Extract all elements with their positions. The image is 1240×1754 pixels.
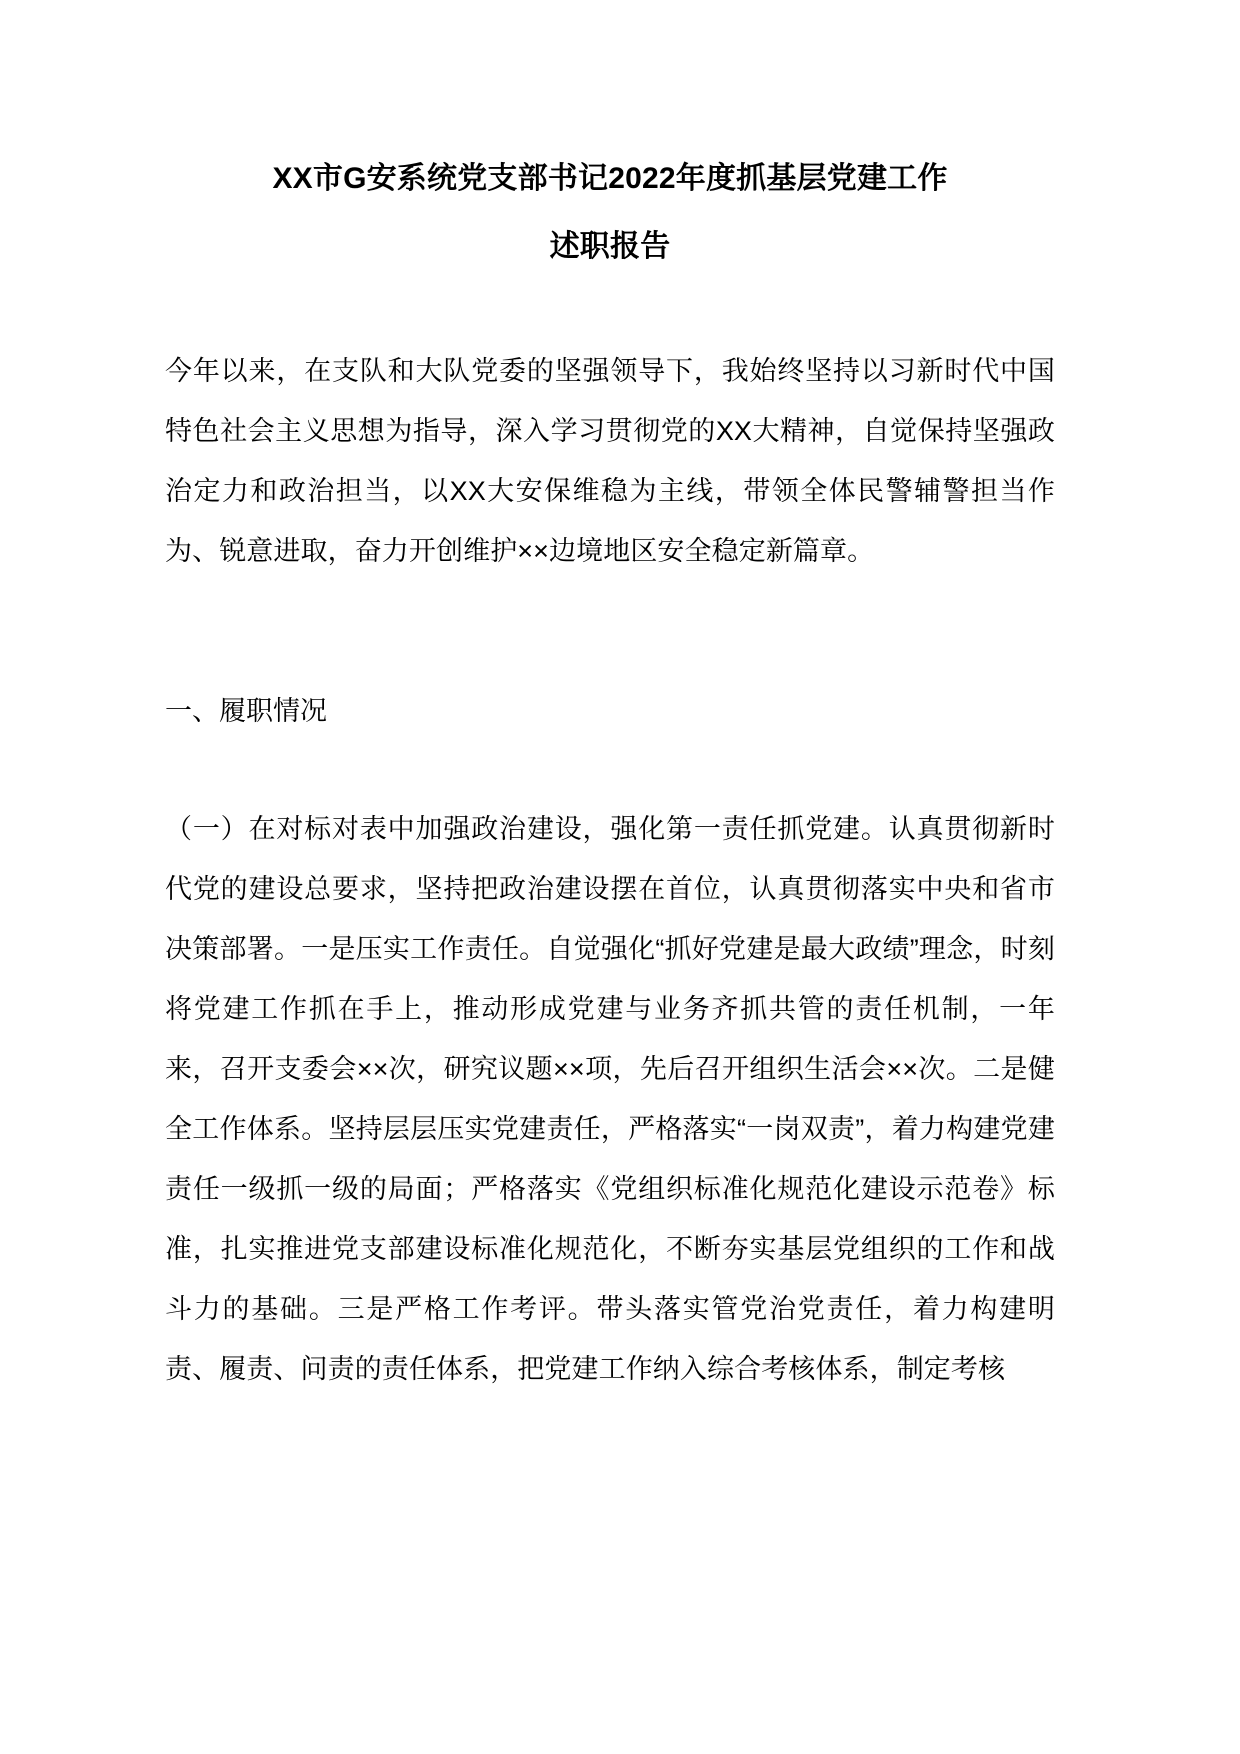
section-heading-block — [165, 581, 1055, 741]
subsection-paragraph-1: （一）在对标对表中加强政治建设，强化第一责任抓党建。认真贯彻新时代党的建设总要求，坚持把政治建设摆在首位，认真贯彻落实中央和省市决策部署。一是压实工作责任。自觉强化“抓好党建是最大政绩”理念，时刻将党建工作抓在手上，推动形成党建与业务齐抓共管的责任机制，一年来，召开支委会××次，研究议题××项，先后召开组织生活会××次。二是健全工作体系。坚持层层压实党建责任，严格落实“一岗双责”，着力构建党建责任一级抓一级的局面；严格落实《党组织标准化规范化建设示范卷》标准，扎实推进党支部建设标准化规范化，不断夯实基层党组织的工作和战斗力的基础。三是严格工作考评。带头落实管党治党责任，着力构建明责、履责、问责的责任体系，把党建工作纳入综合考核体系，制定考核 — [165, 814, 1055, 1384]
document-text-column — [165, 0, 1055, 1399]
opening-paragraph: 今年以来，在支队和大队党委的坚强领导下，我始终坚持以习新时代中国特色社会主义思想为指导，深入学习贯彻党的XX大精神，自觉保持坚强政治定力和政治担当，以XX大安保维稳为主线，带领全体民警辅警担当作为、锐意进取，奋力开创维护××边境地区安全稳定新篇章。 — [165, 356, 1055, 566]
document-title-line-2: 述职报告 — [549, 230, 671, 263]
document-title-block — [165, 0, 1055, 281]
document-title-line-1: XX市G安系统党支部书记2022年度抓基层党建工作 — [272, 162, 948, 195]
section-heading-1: 一、履职情况 — [165, 696, 327, 726]
